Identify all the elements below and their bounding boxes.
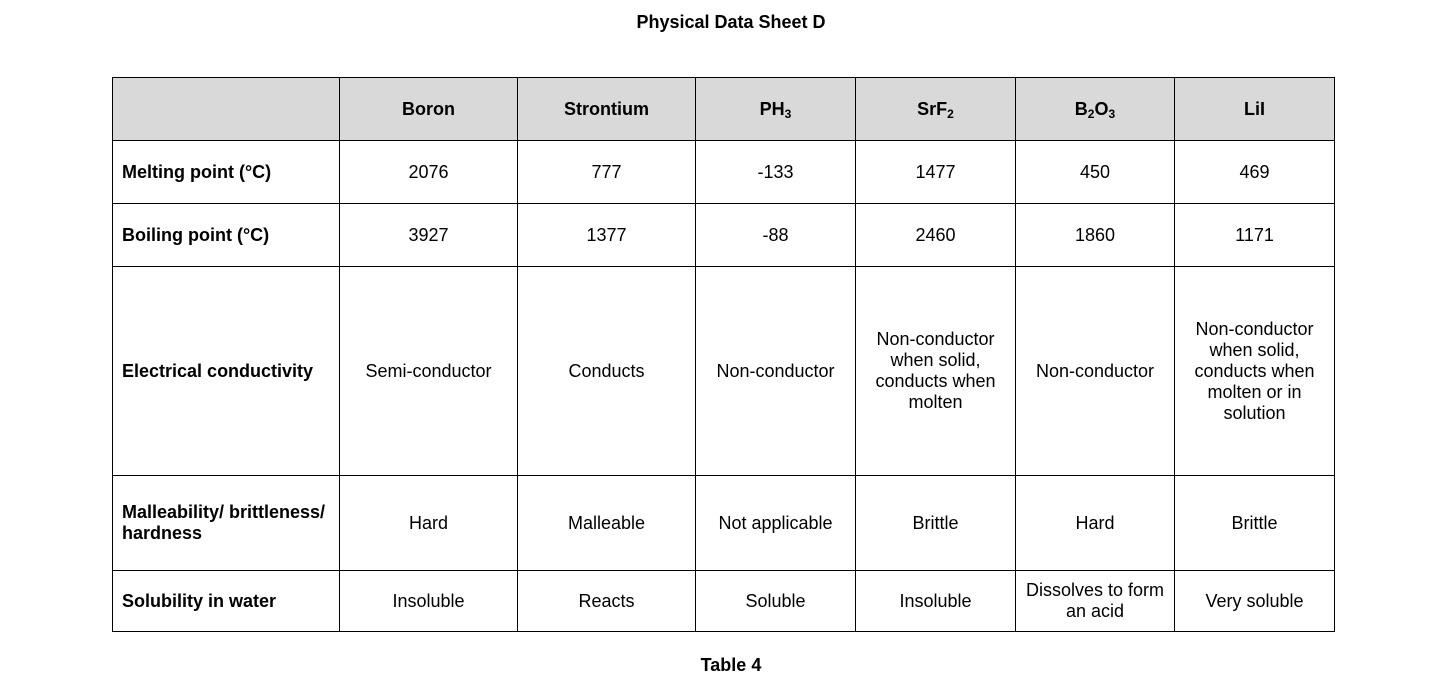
table-cell: 1377: [518, 204, 696, 267]
row-label-malleability: Malleability/ brittleness/ hardness: [113, 476, 340, 571]
table-cell: Soluble: [696, 571, 856, 632]
table-cell: Hard: [1016, 476, 1175, 571]
header-row: [113, 78, 1335, 141]
table-cell: 450: [1016, 141, 1175, 204]
table-cell: Brittle: [1175, 476, 1335, 571]
table-cell: 777: [518, 141, 696, 204]
column-header-b2o3: $B_2O_3$: [1016, 78, 1175, 141]
table-row: [113, 571, 1335, 632]
table-cell: 469: [1175, 141, 1335, 204]
table-caption: Table 4: [700, 655, 762, 675]
table-cell: Dissolves to form an acid: [1016, 571, 1175, 632]
row-label-boiling-point: Boiling point (°C): [113, 204, 340, 267]
table-cell: 3927: [340, 204, 518, 267]
table-cell: Brittle: [856, 476, 1016, 571]
table-cell: Insoluble: [856, 571, 1016, 632]
table-cell: Non-conductor when solid, conducts when molten or in solution: [1175, 267, 1335, 476]
table-cell: 1171: [1175, 204, 1335, 267]
table-cell: 1477: [856, 141, 1016, 204]
table-cell: 2460: [856, 204, 1016, 267]
table-row: [113, 476, 1335, 571]
row-label-solubility: Solubility in water: [113, 571, 340, 632]
header-corner-cell: [113, 78, 340, 141]
table-cell: -88: [696, 204, 856, 267]
column-header-lii: LiI: [1175, 78, 1335, 141]
table-cell: Non-conductor: [1016, 267, 1175, 476]
physical-data-table: [112, 77, 1335, 632]
table-cell: Not applicable: [696, 476, 856, 571]
column-header-srf2: SrF$_2$: [856, 78, 1016, 141]
page-title: Physical Data Sheet D: [636, 12, 826, 32]
column-header-strontium: Strontium: [518, 78, 696, 141]
table-row: [113, 204, 1335, 267]
table-cell: Reacts: [518, 571, 696, 632]
column-header-ph3: $PH_3$: [696, 78, 856, 141]
table-cell: 2076: [340, 141, 518, 204]
table-row: [113, 141, 1335, 204]
table-cell: 1860: [1016, 204, 1175, 267]
column-header-boron: Boron: [340, 78, 518, 141]
table-cell: Insoluble: [340, 571, 518, 632]
table-cell: Non-conductor when solid, conducts when molten: [856, 267, 1016, 476]
table-cell: Hard: [340, 476, 518, 571]
table-cell: Non-conductor: [696, 267, 856, 476]
table-row: [113, 267, 1335, 476]
table-cell: -133: [696, 141, 856, 204]
table-cell: Very soluble: [1175, 571, 1335, 632]
row-label-melting-point: Melting point (°C): [113, 141, 340, 204]
table-cell: Malleable: [518, 476, 696, 571]
table-cell: Conducts: [518, 267, 696, 476]
row-label-electrical-conductivity: Electrical conductivity: [113, 267, 340, 476]
table-cell: Semi-conductor: [340, 267, 518, 476]
